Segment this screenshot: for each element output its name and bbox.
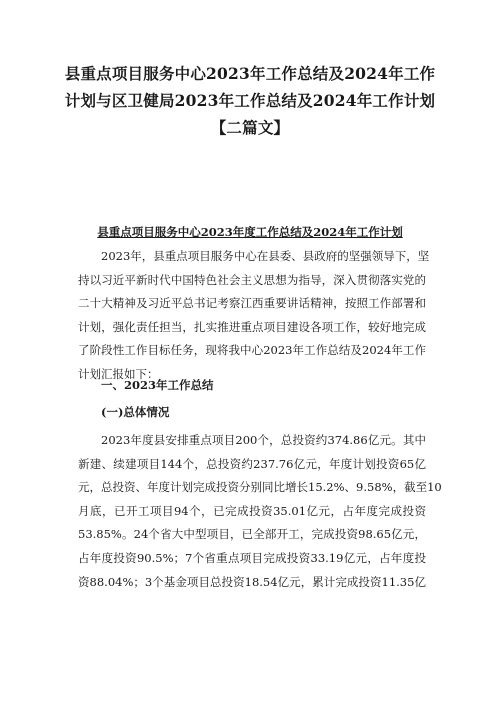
heading-level-1: 一、2023年工作总结: [101, 378, 214, 392]
body-paragraph: [78, 429, 442, 594]
paragraph-line: 计划，强化责任担当，扎实推进重点项目建设各项工作，较好地完成: [78, 319, 426, 334]
document-title-line: 计划与区卫健局2023年工作总结及2024年工作计划: [64, 91, 436, 110]
paragraph-line: 持以习近平新时代中国特色社会主义思想为指导，深入贯彻落实党的: [78, 272, 426, 287]
paragraph-line: 元，总投资、年度计划完成投资分别同比增长15.2%、9.58%，截至10: [78, 480, 442, 495]
heading-level-2: (一)总体情况: [101, 405, 170, 419]
paragraph-line: 资88.04%；3个基金项目总投资18.54亿元，累计完成投资11.35亿: [78, 574, 426, 589]
document-title-line: 县重点项目服务中心2023年工作总结及2024年工作: [64, 64, 436, 83]
paragraph-line: 月底，已开工项目94个，已完成投资35.01亿元，占年度完成投资: [78, 503, 426, 518]
paragraph-line: 了阶段性工作目标任务，现将我中心2023年工作总结及2024年工作: [78, 343, 426, 358]
paragraph-line: 2023年，县重点项目服务中心在县委、县政府的坚强领导下，坚: [101, 249, 430, 263]
paragraph-line: 二十大精神及习近平总书记考察江西重要讲话精神，按照工作部署和: [78, 296, 426, 311]
paragraph-line: 计划汇报如下：: [78, 366, 159, 381]
document-title-line: 【二篇文】: [210, 118, 290, 137]
paragraph-line: 占年度投资90.5%；7个省重点项目完成投资33.19亿元，占年度投: [78, 550, 426, 565]
document-title: [60, 60, 440, 141]
section-title: 县重点项目服务中心2023年度工作总结及2024年工作计划: [97, 225, 403, 239]
paragraph-line: 新建、续建项目144个，总投资约237.76亿元，年度计划投资65亿: [78, 456, 426, 471]
paragraph-line: 53.85%。24个省大中型项目，已全部开工，完成投资98.65亿元，: [78, 527, 426, 542]
paragraph-line: 2023年度县安排重点项目200个，总投资约374.86亿元。其中: [101, 433, 426, 447]
intro-paragraph: [78, 245, 430, 387]
